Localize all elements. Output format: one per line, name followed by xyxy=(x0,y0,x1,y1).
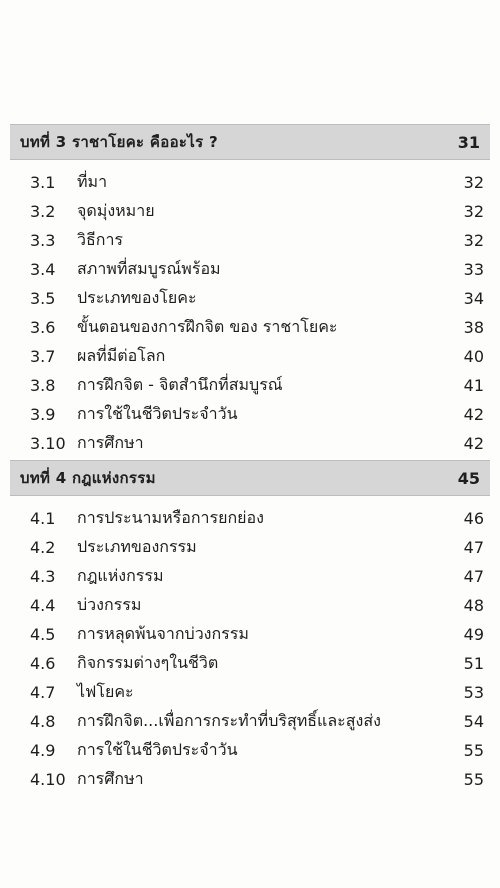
toc-entry[interactable] xyxy=(10,591,490,620)
entry-number: 4.9 xyxy=(30,741,56,760)
entry-label: สภาพที่สมบูรณ์พร้อม xyxy=(77,259,221,278)
entry-number: 4.2 xyxy=(30,538,56,557)
entry-number: 3.8 xyxy=(30,376,56,395)
toc-entry[interactable] xyxy=(10,342,490,371)
toc-entry[interactable] xyxy=(10,197,490,226)
entry-number: 4.7 xyxy=(30,683,56,702)
entry-label: การฝึกจิต...เพื่อการกระทำที่บริสุทธิ์และสูงส่ง xyxy=(77,711,381,730)
entry-number: 4.8 xyxy=(30,712,56,731)
entry-number: 4.1 xyxy=(30,509,56,528)
toc-entry[interactable] xyxy=(10,313,490,342)
entry-number: 3.3 xyxy=(30,231,56,250)
toc-entry[interactable] xyxy=(10,371,490,400)
entry-label: ขั้นตอนของการฝึกจิต ของ ราชาโยคะ xyxy=(77,317,338,336)
chapter-page-number: 45 xyxy=(457,468,480,488)
chapter-title: บทที่ 4 กฎแห่งกรรม xyxy=(20,469,156,487)
entry-number: 4.3 xyxy=(30,567,56,586)
entry-number: 3.4 xyxy=(30,260,56,279)
entry-label: การใช้ในชีวิตประจำวัน xyxy=(77,404,238,423)
entry-page-number: 48 xyxy=(463,596,484,615)
entry-number: 3.1 xyxy=(30,173,56,192)
toc-entry-list xyxy=(10,504,490,794)
entry-number: 3.2 xyxy=(30,202,56,221)
entry-number: 4.6 xyxy=(30,654,56,673)
entry-label: ผลที่มีต่อโลก xyxy=(77,346,166,365)
entry-page-number: 49 xyxy=(463,625,484,644)
entry-label: กฎแห่งกรรม xyxy=(77,566,164,585)
chapter-section xyxy=(10,460,490,794)
entry-label: ไฟโยคะ xyxy=(77,682,134,701)
toc-entry[interactable] xyxy=(10,533,490,562)
chapter-title: บทที่ 3 ราชาโยคะ คืออะไร ? xyxy=(20,133,218,151)
entry-number: 3.9 xyxy=(30,405,56,424)
entry-number: 3.10 xyxy=(30,434,66,453)
entry-label: การประนามหรือการยกย่อง xyxy=(77,508,264,527)
chapter-page-number: 31 xyxy=(457,132,480,152)
entry-label: วิธีการ xyxy=(77,230,124,249)
toc-entry[interactable] xyxy=(10,255,490,284)
entry-page-number: 32 xyxy=(463,173,484,192)
entry-page-number: 34 xyxy=(463,289,484,308)
entry-page-number: 51 xyxy=(463,654,484,673)
entry-page-number: 47 xyxy=(463,567,484,586)
entry-label: ที่มา xyxy=(77,172,108,191)
toc-entry[interactable] xyxy=(10,765,490,794)
entry-page-number: 38 xyxy=(463,318,484,337)
entry-label: ประเภทของกรรม xyxy=(77,537,197,556)
entry-number: 3.5 xyxy=(30,289,56,308)
toc-entry[interactable] xyxy=(10,707,490,736)
toc-entry[interactable] xyxy=(10,504,490,533)
toc-entry[interactable] xyxy=(10,620,490,649)
entry-page-number: 41 xyxy=(463,376,484,395)
toc-entry-list xyxy=(10,168,490,458)
toc-entry[interactable] xyxy=(10,226,490,255)
entry-number: 4.4 xyxy=(30,596,56,615)
entry-label: จุดมุ่งหมาย xyxy=(77,201,155,220)
toc-entry[interactable] xyxy=(10,429,490,458)
entry-number: 4.10 xyxy=(30,770,66,789)
toc-entry[interactable] xyxy=(10,562,490,591)
entry-page-number: 55 xyxy=(463,770,484,789)
entry-label: การฝึกจิต - จิตสำนึกที่สมบูรณ์ xyxy=(77,375,283,394)
entry-page-number: 42 xyxy=(463,405,484,424)
entry-number: 3.7 xyxy=(30,347,56,366)
entry-page-number: 33 xyxy=(463,260,484,279)
entry-number: 3.6 xyxy=(30,318,56,337)
entry-number: 4.5 xyxy=(30,625,56,644)
entry-label: การหลุดพ้นจากบ่วงกรรม xyxy=(77,624,249,643)
entry-page-number: 40 xyxy=(463,347,484,366)
entry-page-number: 32 xyxy=(463,231,484,250)
entry-page-number: 55 xyxy=(463,741,484,760)
chapter-header[interactable] xyxy=(10,124,490,160)
entry-page-number: 42 xyxy=(463,434,484,453)
toc-entry[interactable] xyxy=(10,400,490,429)
toc-entry[interactable] xyxy=(10,168,490,197)
entry-page-number: 32 xyxy=(463,202,484,221)
entry-page-number: 46 xyxy=(463,509,484,528)
entry-page-number: 47 xyxy=(463,538,484,557)
toc-entry[interactable] xyxy=(10,736,490,765)
entry-label: การศึกษา xyxy=(77,433,144,452)
entry-page-number: 54 xyxy=(463,712,484,731)
entry-page-number: 53 xyxy=(463,683,484,702)
entry-label: บ่วงกรรม xyxy=(77,595,142,614)
toc-entry[interactable] xyxy=(10,284,490,313)
entry-label: การใช้ในชีวิตประจำวัน xyxy=(77,740,238,759)
entry-label: ประเภทของโยคะ xyxy=(77,288,197,307)
entry-label: กิจกรรมต่างๆในชีวิต xyxy=(77,653,219,672)
chapter-section xyxy=(10,124,490,458)
chapter-header[interactable] xyxy=(10,460,490,496)
toc-entry[interactable] xyxy=(10,649,490,678)
toc-entry[interactable] xyxy=(10,678,490,707)
entry-label: การศึกษา xyxy=(77,769,144,788)
